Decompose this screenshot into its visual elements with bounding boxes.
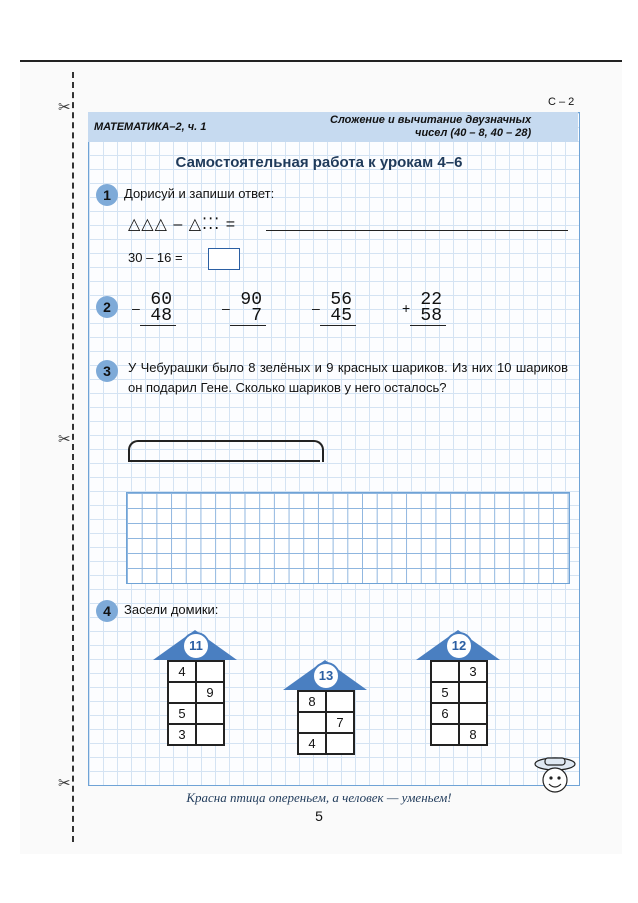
subtrahend: 48 <box>150 306 172 326</box>
operation-sign: – <box>222 300 230 316</box>
house-cell-filled: 5 <box>431 682 459 703</box>
column-bar <box>230 325 266 326</box>
house-cell-filled: 8 <box>298 691 326 712</box>
operation-sign: – <box>132 300 140 316</box>
house-cell-empty[interactable] <box>168 682 196 703</box>
house-body <box>430 660 488 746</box>
house-cell-filled: 9 <box>196 682 224 703</box>
subtrahend: 45 <box>330 306 352 326</box>
answer-box[interactable] <box>208 248 240 270</box>
task-1-number: 1 <box>96 184 118 206</box>
operation-sign: + <box>402 300 411 316</box>
house-cell-filled: 8 <box>459 724 487 745</box>
roof-number: 12 <box>445 632 473 660</box>
house-cell-filled: 7 <box>326 712 354 733</box>
diagram-segment <box>128 460 320 462</box>
column-bar <box>410 325 446 326</box>
house-cell-filled: 4 <box>168 661 196 682</box>
minuend: 22 <box>420 290 442 310</box>
task-1-shapes-expression: △△△ – △⁚⁚⁚ = <box>128 216 237 233</box>
house-cell-empty[interactable] <box>431 661 459 682</box>
operation-sign: – <box>312 300 320 316</box>
minuend: 56 <box>330 290 352 310</box>
solution-grid[interactable] <box>126 492 570 584</box>
house-cell-filled: 3 <box>459 661 487 682</box>
task-1-equation: 30 – 16 = <box>128 250 183 265</box>
page-code: С – 2 <box>548 96 575 108</box>
scissors-icon: ✂ <box>58 99 71 116</box>
topic-line-1: Сложение и вычитание двузначных <box>330 114 532 126</box>
scissors-icon: ✂ <box>58 431 71 448</box>
minuend: 60 <box>150 290 172 310</box>
subtrahend: 7 <box>251 306 262 326</box>
house-cell-empty[interactable] <box>326 733 354 754</box>
answer-line[interactable] <box>266 230 568 231</box>
task-1-instruction: Дорисуй и запиши ответ: <box>124 186 275 201</box>
roof-number: 11 <box>182 632 210 660</box>
task-4-instruction: Засели домики: <box>124 602 219 617</box>
house-cell-empty[interactable] <box>459 703 487 724</box>
book-title: МАТЕМАТИКА–2, ч. 1 <box>94 121 207 133</box>
cut-line <box>72 72 74 842</box>
house-body <box>167 660 225 746</box>
page-number: 5 <box>315 808 323 824</box>
house-cell-filled: 6 <box>431 703 459 724</box>
task-2-number: 2 <box>96 296 118 318</box>
topic-title <box>330 114 531 140</box>
house-cell-empty[interactable] <box>431 724 459 745</box>
task-4-number: 4 <box>96 600 118 622</box>
task-3-text: У Чебурашки было 8 зелёных и 9 красных шариков. Из них 10 шариков он подарил Гене. Сколько шариков у него осталось? <box>128 360 568 395</box>
house-cell-empty[interactable] <box>459 682 487 703</box>
scissors-icon: ✂ <box>58 775 71 792</box>
house-cell-filled: 3 <box>168 724 196 745</box>
house-cell-filled: 4 <box>298 733 326 754</box>
house-cell-empty[interactable] <box>326 691 354 712</box>
mascot-icon <box>530 754 580 798</box>
column-bar <box>320 325 356 326</box>
house-cell-empty[interactable] <box>196 703 224 724</box>
house-body <box>297 690 355 755</box>
proverb: Красна птица опереньем, а человек — уменьем! <box>186 790 452 805</box>
topic-line-2: чисел (40 – 8, 40 – 28) <box>415 127 532 139</box>
house-cell-empty[interactable] <box>196 661 224 682</box>
page-title: Самостоятельная работа к урокам 4–6 <box>175 154 463 171</box>
subtrahend: 58 <box>420 306 442 326</box>
minuend: 90 <box>240 290 262 310</box>
diagram-bracket <box>128 440 324 462</box>
house-cell-filled: 5 <box>168 703 196 724</box>
column-bar <box>140 325 176 326</box>
house-cell-empty[interactable] <box>298 712 326 733</box>
house-cell-empty[interactable] <box>196 724 224 745</box>
roof-number: 13 <box>312 662 340 690</box>
task-3-number: 3 <box>96 360 118 382</box>
